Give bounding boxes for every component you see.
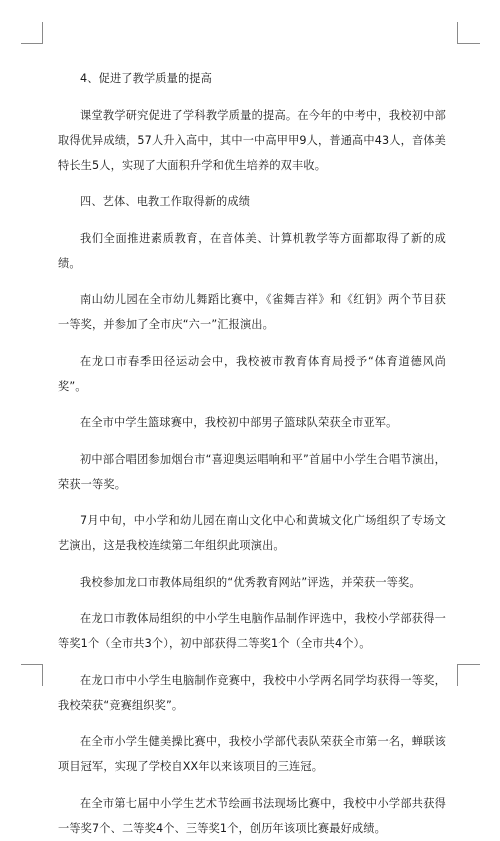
section-heading: 四、艺体、电教工作取得新的成绩 [80, 195, 251, 208]
paragraph: 初中部合唱团参加烟台市“喜迎奥运唱响和平”首届中小学生合唱节演出，荣获一等奖。 [58, 452, 446, 491]
paragraph: 课堂教学研究促进了学科教学质量的提高。在今年的中考中，我校初中部取得优异成绩，57人升入高中，其中一中高甲甲9人，普通高中43人，音体美特长生5人，实现了大面积升学和优生培养的双丰收。 [58, 108, 446, 172]
crop-mark-top-left-vertical [42, 22, 43, 44]
paragraph: 在全市第七届中小学生艺术节绘画书法现场比赛中，我校中小学部共获得一等奖7个、二等奖4个、三等奖1个，创历年该项比赛最好成绩。 [58, 796, 446, 835]
paragraph: 我校参加龙口市教体局组织的“优秀教育网站”评选，并荣获一等奖。 [80, 575, 421, 589]
paragraph: 7月中旬，中小学和幼儿园在南山文化中心和黄城文化广场组织了专场文艺演出，这是我校连续第二年组织此项演出。 [58, 514, 446, 552]
paragraph: 南山幼儿园在全市幼儿舞蹈比赛中，《雀舞吉祥》和《红钥》两个节目获一等奖，并参加了全市庆“六一”汇报演出。 [58, 293, 446, 331]
paragraph: 在全市小学生健美操比赛中，我校小学部代表队荣获全市第一名，蝉联该项目冠军，实现了学校自XX年以来该项目的三连冠。 [58, 735, 446, 773]
paragraph: 在龙口市春季田径运动会中，我校被市教育体育局授予“体育道德风尚奖”。 [58, 354, 446, 393]
paragraph: 在龙口市中小学生电脑制作竞赛中，我校中小学两名同学均获得一等奖，我校荣获“竞赛组织奖”。 [58, 673, 446, 712]
crop-mark-top-right-horizontal [458, 43, 480, 44]
crop-mark-bottom-right-horizontal [458, 664, 480, 665]
crop-mark-bottom-right-vertical [457, 664, 458, 686]
document-body [58, 66, 446, 841]
paragraph: 在龙口市教体局组织的中小学生电脑作品制作评选中，我校小学部获得一等奖1个（全市共3个），初中部获得二等奖1个（全市共4个）。 [58, 612, 446, 650]
paragraph: 我们全面推进素质教育，在音体美、计算机教学等方面都取得了新的成绩。 [58, 231, 446, 270]
crop-mark-bottom-left-vertical [42, 664, 43, 686]
section-subheading: 4、促进了教学质量的提高 [80, 72, 212, 85]
crop-mark-top-left-horizontal [21, 43, 43, 44]
crop-mark-top-right-vertical [457, 22, 458, 44]
paragraph: 在全市中学生篮球赛中，我校初中部男子篮球队荣获全市亚军。 [80, 416, 398, 429]
crop-mark-bottom-left-horizontal [21, 664, 43, 665]
